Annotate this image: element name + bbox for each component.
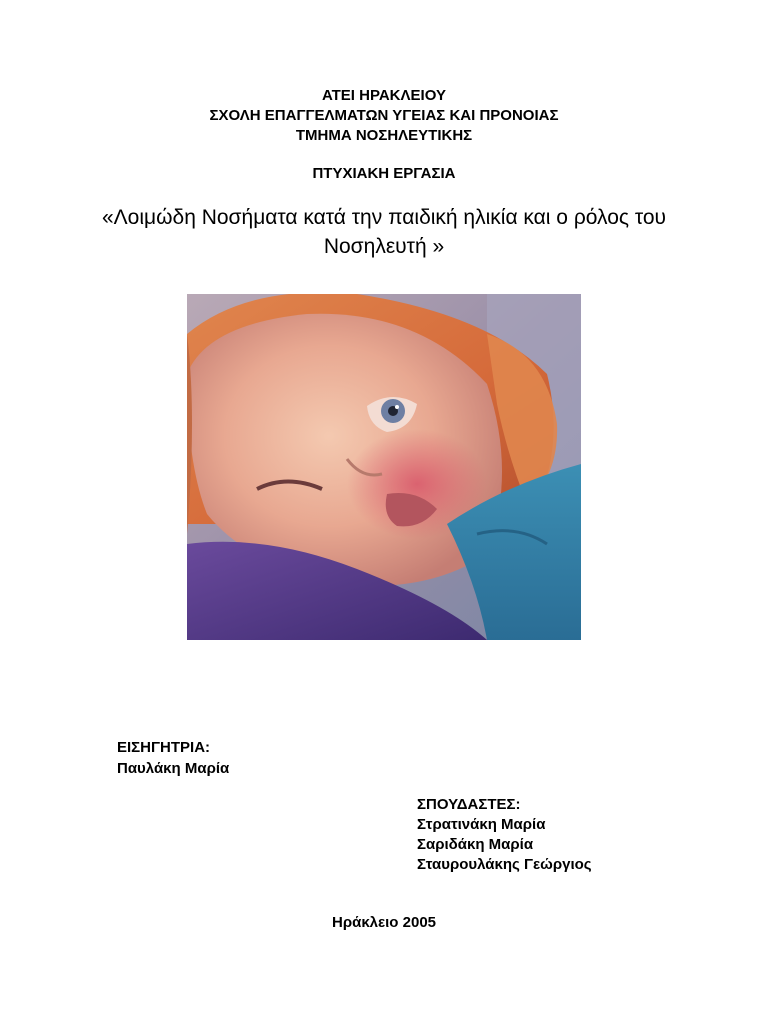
- students-block: [417, 795, 592, 875]
- students-label: ΣΠΟΥΔΑΣΤΕΣ:: [417, 796, 521, 813]
- school-name: ΣΧΟΛΗ ΕΠΑΓΓΕΛΜΑΤΩΝ ΥΓΕΙΑΣ ΚΑΙ ΠΡΟΝΟΙΑΣ: [209, 107, 559, 124]
- institution-name: ΑΤΕΙ ΗΡΑΚΛΕΙΟΥ: [322, 87, 446, 104]
- student-name: Σαριδάκη Μαρία: [417, 836, 534, 853]
- institution-header: [0, 86, 768, 146]
- student-name: Σταυρουλάκης Γεώργιος: [417, 856, 592, 873]
- cover-photo: [187, 294, 581, 640]
- place-date: Ηράκλειο 2005: [331, 914, 437, 931]
- department-name: ΤΜΗΜΑ ΝΟΣΗΛΕΥΤΙΚΗΣ: [295, 127, 473, 144]
- thesis-title: «Λοιμώδη Νοσήματα κατά την παιδική ηλικία και ο ρόλος του Νοσηλευτή »: [101, 206, 667, 258]
- thesis-type: ΠΤΥΧΙΑΚΗ ΕΡΓΑΣΙΑ: [312, 165, 456, 182]
- sick-child-photo: [187, 294, 581, 640]
- student-name: Στρατινάκη Μαρία: [417, 816, 546, 833]
- supervisor-block: [117, 737, 229, 779]
- supervisor-label: ΕΙΣΗΓΗΤΡΙΑ:: [117, 739, 211, 756]
- supervisor-name: Παυλάκη Μαρία: [117, 760, 230, 777]
